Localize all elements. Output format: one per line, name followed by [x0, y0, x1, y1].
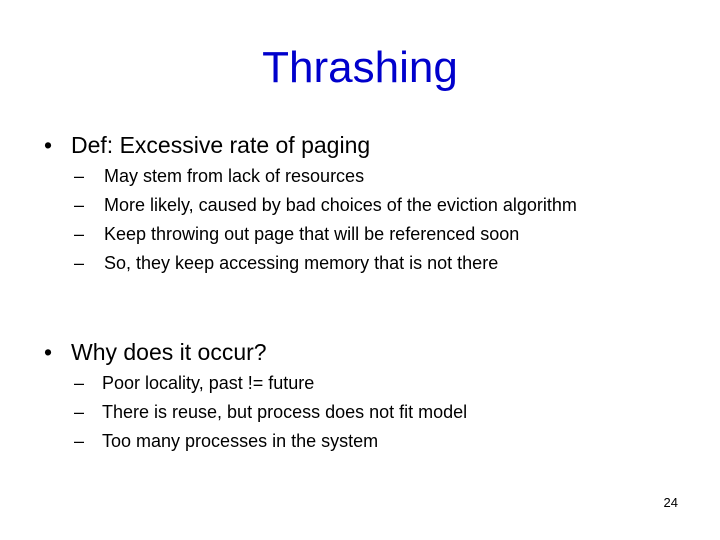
list-item-text: Keep throwing out page that will be referenced soon [104, 224, 520, 244]
dash-marker: – [74, 373, 85, 393]
dash-marker: – [74, 166, 85, 186]
list-item-text: So, they keep accessing memory that is not there [104, 253, 499, 273]
list-item-text: There is reuse, but process does not fit model [102, 402, 468, 422]
list-item [74, 427, 467, 456]
slide-title: Thrashing [262, 43, 458, 92]
bullet-marker: • [44, 339, 53, 365]
bullet-text: Why does it occur? [71, 339, 267, 365]
dash-marker: – [74, 253, 85, 273]
dash-marker: – [74, 195, 85, 215]
list-item [74, 220, 577, 249]
list-item [74, 162, 577, 191]
dash-marker: – [74, 431, 85, 451]
bullet-definition [44, 130, 370, 160]
dash-marker: – [74, 402, 85, 422]
bullet-marker: • [44, 132, 53, 158]
dash-marker: – [74, 224, 85, 244]
list-item [74, 249, 577, 278]
list-item-text: May stem from lack of resources [104, 166, 365, 186]
bullet-text: Def: Excessive rate of paging [71, 132, 371, 158]
sub-list-why [74, 369, 467, 456]
list-item-text: Too many processes in the system [102, 431, 379, 451]
page-number: 24 [663, 495, 678, 510]
bullet-why [44, 337, 267, 367]
list-item-text: More likely, caused by bad choices of the eviction algorithm [104, 195, 577, 215]
list-item [74, 369, 467, 398]
sub-list-definition [74, 162, 577, 278]
list-item-text: Poor locality, past != future [102, 373, 315, 393]
list-item [74, 191, 577, 220]
list-item [74, 398, 467, 427]
